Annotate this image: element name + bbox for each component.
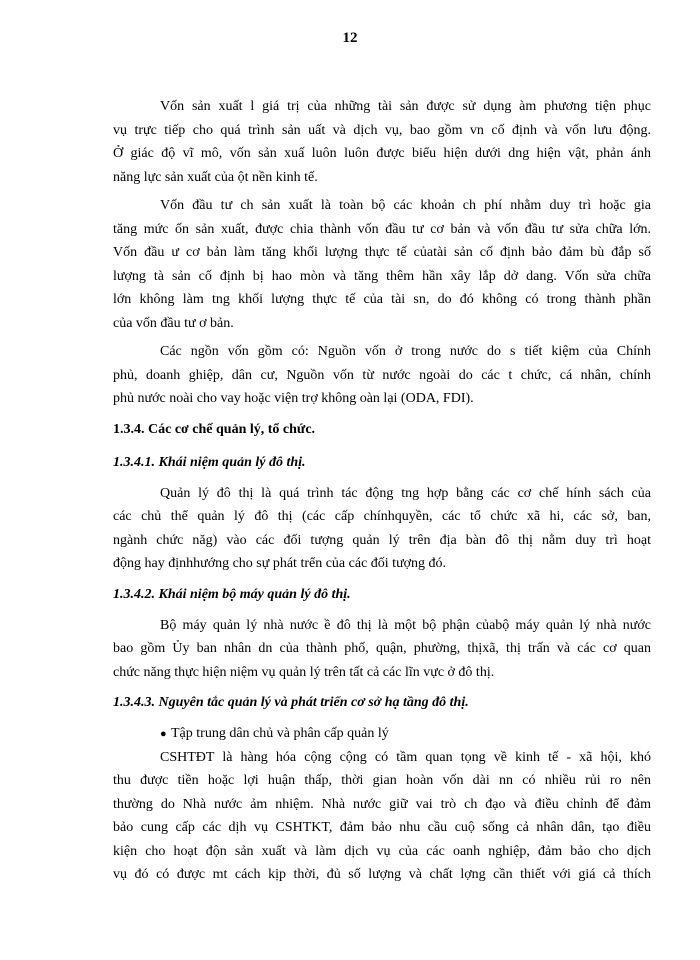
text-line: Ở giác độ vĩ mô, vốn sản xuấ luôn luôn được biểu hiện dưới dng hiện vật, phản ánh	[113, 146, 651, 161]
paragraph-urban-management	[113, 482, 651, 576]
paragraph-production-capital	[113, 95, 651, 189]
text-line: Vốn đầu ư cơ bản làm tăng khối lượng thực tế củatài sản cố định bảo đảm bù đắp số	[113, 245, 651, 260]
text-line: Vốn sản xuất l giá trị của những tài sản được sử dụng àm phương tiện phục	[160, 99, 651, 114]
text-line: bao gồm Ủy ban nhân dn của thành phố, quận, phường, thịxã, thị trấn và các cơ quan	[113, 641, 651, 656]
text-line: Bộ máy quản lý nhà nước ề đô thị là một bộ phận củabộ máy quản lý nhà nước	[160, 617, 651, 633]
text-line: vụ đó có được mt cách kịp thời, đủ số lượng và chất lợng cần thiết với giá cả thích	[113, 867, 651, 882]
text-line: phủ, doanh ghiệp, dân cư, Nguồn vốn từ nước ngoài do các t chức, cá nhân, chính	[113, 367, 651, 383]
text-line: thường do Nhà nước ảm nhiệm. Nhà nước giữ vai trò ch đạo và điều chỉnh để đảm	[113, 796, 651, 812]
text-line: ngành chức năg) vào các đối tượng quản lý trên địa bàn đô thị nằm duy trì hoạt	[113, 532, 651, 548]
section-heading: 1.3.4. Các cơ chế quản lý, tổ chức.	[113, 421, 316, 437]
text-line: lượng tà sản cố định bị hao mòn và tăng thêm hần xây lắp dở dang. Vốn sửa chữa	[113, 268, 651, 284]
text-line: kiện cho hoạt độn sản xuất và làm dịch vụ của các oanh nghiệp, đảm bảo cho dịch	[113, 843, 651, 859]
text-line: Quản lý đô thị là quá trình tác động tng hợp bằng các cơ chế hính sách của	[160, 485, 651, 501]
subsection-heading: 1.3.4.2. Khái niệm bộ máy quản lý đô thị.	[113, 586, 351, 602]
bullet-icon: ●	[160, 728, 167, 740]
text-line: tăng mức ốn sản xuất, được chia thành vốn đầu tư cơ bản và vốn đầu tư sửa chữa lớn.	[113, 221, 651, 237]
text-line: vụ trực tiếp cho quá trình sản uất và dịch vụ, bao gồm vn cố định và vốn lưu động.	[113, 122, 651, 138]
text-line: chức năng thực hiện niệm vụ quản lý trên tất cả các lĩn vực ở đô thị.	[113, 664, 495, 680]
paragraph-management-apparatus	[113, 614, 651, 685]
text-line: thu được tiền hoặc lợi huận thấp, thời gian hoàn vốn dài nn có nhiều rủi ro nên	[113, 773, 651, 788]
subsection-heading: 1.3.4.1. Khái niệm quản lý đô thị.	[113, 454, 306, 470]
bullet-item	[113, 722, 651, 746]
text-line: bảo cung cấp các dịh vụ CSHTKT, đảm bảo nhu cầu cuộ sống cả nhân dân, tạo điều	[113, 820, 651, 835]
text-line: Các ngồn vốn gồm có: Nguồn vốn ở trong nước do s tiết kiệm của Chính	[160, 344, 651, 359]
text-line: của vốn đầu tư ơ bản.	[113, 315, 234, 331]
text-line: năng lực sản xuất của ột nền kinh tế.	[113, 169, 318, 185]
subsection-heading: 1.3.4.3. Nguyên tắc quản lý và phát triển cơ sở hạ tầng đô thị.	[113, 695, 469, 710]
text-line: động hay địnhhướng cho sự phát trển của các đối tượng đó.	[113, 556, 447, 571]
text-line: lớn không làm tng khối lượng thực tế của tài sn, do đó không có trong thành phần	[113, 292, 651, 307]
paragraph-capital-sources	[113, 340, 651, 411]
text-line: CSHTĐT là hàng hóa cộng cộng có tầm quan tọng về kinh tế - xã hội, khó	[160, 749, 651, 765]
text-line: các chủ thể quản lý đô thị (các cấp chínhquyền, các tổ chức xã hi, các sở, ban,	[113, 509, 651, 524]
paragraph-investment-capital	[113, 194, 651, 335]
page-number: 12	[342, 30, 358, 46]
text-line: phủ nước noài cho vay hoặc viện trợ không oàn lại (ODA, FDI).	[113, 391, 474, 406]
text-line: Vốn đầu tư ch sản xuất là toàn bộ các khoản ch phí nhằm duy trì hoặc gia	[160, 198, 651, 213]
paragraph-infrastructure	[113, 746, 651, 887]
bullet-text: Tập trung dân chủ và phân cấp quản lý	[171, 726, 389, 741]
document-body	[113, 95, 651, 887]
